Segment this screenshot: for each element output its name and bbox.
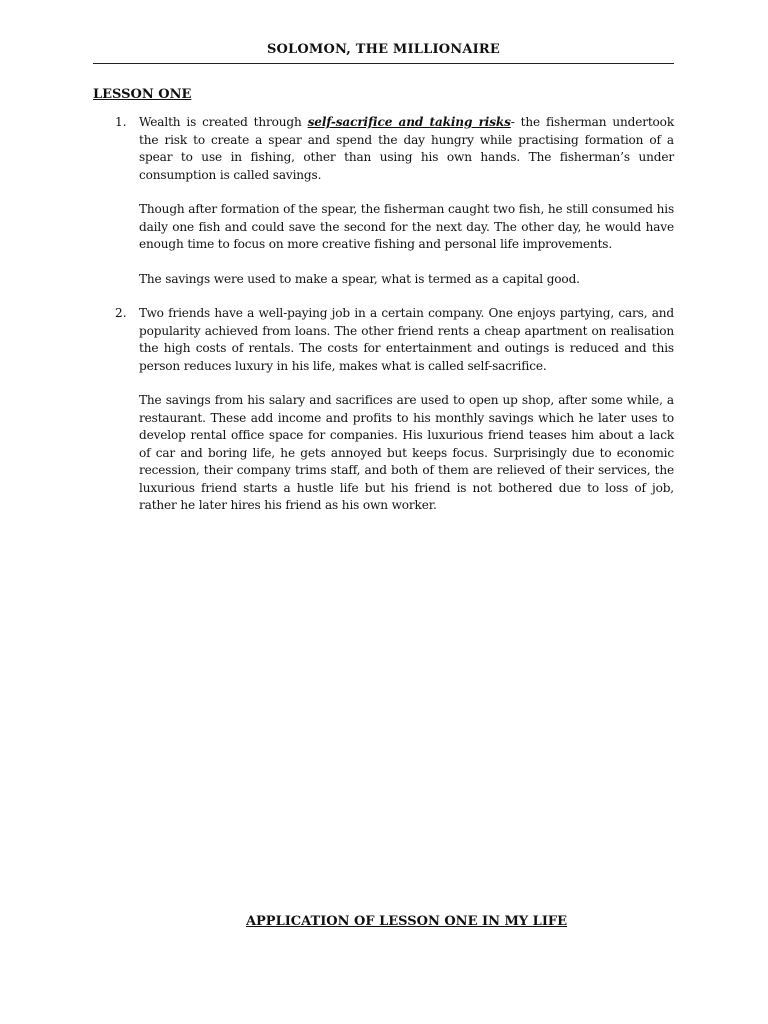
paragraph: The savings were used to make a spear, what is termed as a capital good. — [139, 271, 580, 286]
paragraph-text: Wealth is created through — [139, 115, 308, 129]
item-number: 2. — [115, 306, 127, 320]
paragraph: Though after formation of the spear, the fisherman caught two fish, he still consumed his daily one fish and could save the second for the next day. The other day, he would have enough time to focus on more creative fishing and personal life improvements. — [139, 202, 674, 251]
item-number: 1. — [115, 115, 127, 129]
emphasized-phrase: self-sacrifice and taking risks — [307, 115, 511, 129]
lesson-item-2 — [93, 305, 674, 515]
header-rule — [93, 63, 674, 64]
paragraph-text: - the fisherman undertook the risk to create a spear and spend the day hungry while practising formation of a spear to use in fishing, other than using his own hands. The fisherman’s under consumption is called savings. — [139, 115, 674, 182]
page-header: SOLOMON, THE MILLIONAIRE — [266, 42, 501, 57]
paragraph: The savings from his salary and sacrifices are used to open up shop, after some while, a restaurant. These add income and profits to his monthly savings which he later uses to develop rental office space for companies. His luxurious friend teases him about a lack of car and boring life, he gets annoyed but keeps focus. Surprisingly due to economic recession, their company trims staff, and both of them are relieved of their services, the luxurious friend starts a hustle life but his friend is not bothered due to loss of job, rather he later hires his friend as his own worker. — [139, 393, 674, 512]
lesson-item-1 — [93, 114, 674, 288]
paragraph: Two friends have a well-paying job in a certain company. One enjoys partying, cars, and popularity achieved from loans. The other friend rents a cheap apartment on realisation the high costs of rentals. The costs for entertainment and outings is reduced and this person reduces luxury in his life, makes what is called self-sacrifice. — [139, 306, 674, 373]
application-heading: APPLICATION OF LESSON ONE IN MY LIFE — [245, 914, 568, 929]
paragraph — [139, 114, 674, 184]
lesson-list — [93, 114, 674, 515]
lesson-heading: LESSON ONE — [93, 87, 192, 102]
